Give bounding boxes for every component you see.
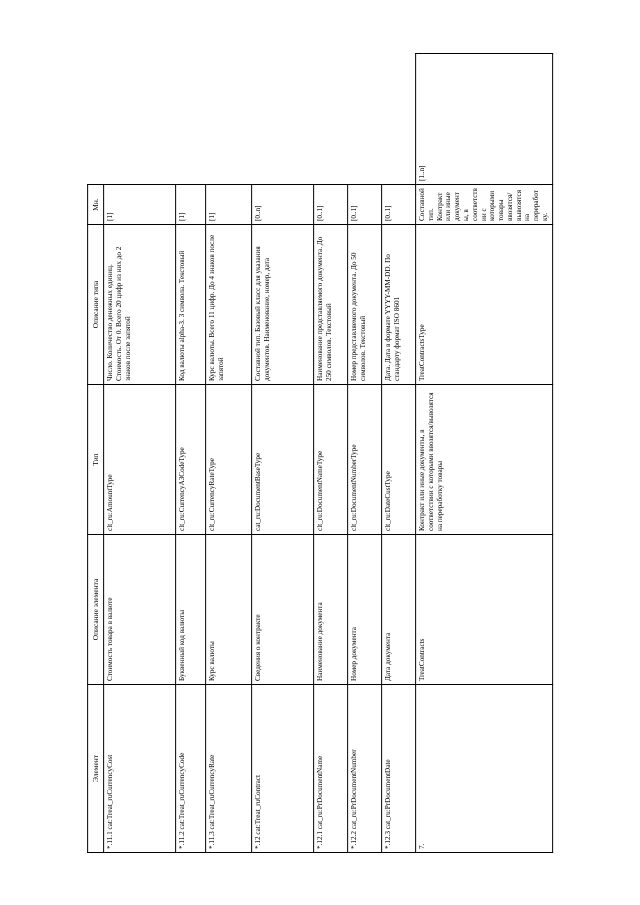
- cell-type: clt_ru:CurrencyA3CodeType: [176, 384, 206, 534]
- cell-element: *.11.1 cat:Treat_ruCurrencyCost: [104, 684, 176, 852]
- cell-element-description: Стоимость товара в валюте: [104, 534, 176, 684]
- table-row: [416, 53, 553, 852]
- cell-multiplicity: [0..1]: [348, 184, 382, 224]
- cell-type: TreatContractsType: [416, 224, 553, 384]
- header-type-description: Описание типа: [88, 224, 104, 384]
- table-row: [348, 53, 382, 852]
- cell-multiplicity: [1..n]: [416, 53, 553, 184]
- table-row: [104, 53, 176, 852]
- cell-element-description: Курс валюты: [206, 534, 252, 684]
- cell-multiplicity: [1]: [104, 184, 176, 224]
- cell-type: cat_ru:DocumentBaseType: [252, 384, 314, 534]
- cell-multiplicity: [0..n]: [252, 184, 314, 224]
- cell-type-description: Курс валюты. Всего 11 цифр. До 4 знаков после запятой: [206, 224, 252, 384]
- cell-element: *.11.3 cat:Treat_ruCurrencyRate: [206, 684, 252, 852]
- table-row: [252, 53, 314, 852]
- cell-element-number: 7.: [416, 684, 553, 852]
- cell-element: *.11.2 cat:Treat_ruCurrencyCode: [176, 684, 206, 852]
- header-type: Тип: [88, 384, 104, 534]
- cell-element-description: Сведения о контракте: [252, 534, 314, 684]
- cell-type-description: Наименование представляемого документа. До 250 символов. Текстовый: [314, 224, 348, 384]
- cell-type-description: Составной тип. Базовый класс для указания документов. Наименование, номер, дата: [252, 224, 314, 384]
- cell-multiplicity: [0..1]: [314, 184, 348, 224]
- cell-element-description: Номер документа: [348, 534, 382, 684]
- table-header-row: [88, 53, 104, 852]
- header-element-description: Описание элемента: [88, 534, 104, 684]
- cell-multiplicity: [1]: [176, 184, 206, 224]
- header-multiplicity: Мн.: [88, 184, 104, 224]
- cell-type: clt_ru:DocumentNumberType: [348, 384, 382, 534]
- cell-type: clt_ru:DocumentNameType: [314, 384, 348, 534]
- cell-multiplicity: [0..1]: [382, 184, 416, 224]
- table-row: [206, 53, 252, 852]
- cell-element: *.12.3 cat_ru:PrDocumentDate: [382, 684, 416, 852]
- cell-element-name: TreatContracts: [416, 534, 553, 684]
- cell-element: *.12.2 cat_ru:PrDocumentNumber: [348, 684, 382, 852]
- cell-element-description: Наименование документа: [314, 534, 348, 684]
- cell-type: clt_ru:DateCustType: [382, 384, 416, 534]
- cell-type-description: Номер представляемого документа. До 50 символов. Текстовый: [348, 224, 382, 384]
- table-row: [314, 53, 348, 852]
- cell-type: clt_ru:CurrencyRateType: [206, 384, 252, 534]
- cell-element: *.12 cat:Treat_ruContract: [252, 684, 314, 852]
- cell-element-description: Контракт или иные документы, в соответствии с которыми ввозятся/вывозятся на переработку товары: [416, 384, 553, 534]
- cell-type-description: Код валюты alpha-3. 3 символа. Текстовый: [176, 224, 206, 384]
- cell-element-description: Буквенный код валюты: [176, 534, 206, 684]
- specification-table: [87, 53, 553, 853]
- cell-type-description: Составной тип. Контракт или иные документы, в соответствии с которыми товары ввозятся/вывозятся на переработку.: [416, 184, 553, 224]
- cell-element: *.12.1 cat_ru:PrDocumentName: [314, 684, 348, 852]
- rotated-table-wrapper: [87, 53, 553, 853]
- cell-multiplicity: [1]: [206, 184, 252, 224]
- table-row: [176, 53, 206, 852]
- header-element: Элемент: [88, 684, 104, 852]
- cell-type-description: Дата. Дата в формате YYYY-MM-DD. По стандарту формат ISO 8601: [382, 224, 416, 384]
- cell-type: clt_ru:AmountType: [104, 384, 176, 534]
- cell-type-description: Число. Количество денежных единиц. Стоимость. От 0. Всего 20 цифр из них до 2 знаков после запятой: [104, 224, 176, 384]
- cell-element-description: Дата документа: [382, 534, 416, 684]
- table-row: [382, 53, 416, 852]
